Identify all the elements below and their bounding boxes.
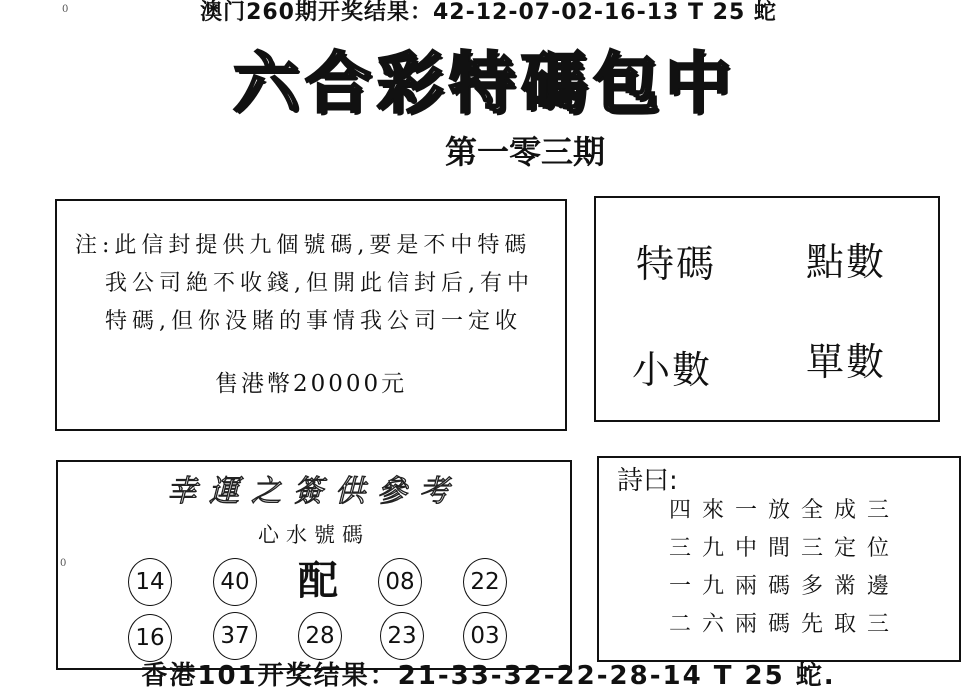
number-ball: 16 — [128, 614, 172, 662]
pair-character: 配 — [298, 557, 338, 604]
number-ball: 03 — [463, 612, 507, 660]
corner-mark: 0 — [60, 558, 67, 569]
note-price: 售港幣20000元 — [215, 371, 408, 397]
lucky-box — [56, 460, 572, 670]
number-ball: 08 — [378, 558, 422, 606]
number-ball: 22 — [463, 558, 507, 606]
lucky-title: 幸運之簽供參考 — [167, 474, 461, 509]
issue-number: 第一零三期 — [444, 133, 605, 171]
number-ball: 28 — [298, 612, 342, 660]
number-ball: 37 — [213, 612, 257, 660]
note-line: 特碼,但你没賭的事情我公司一定收 — [105, 309, 522, 334]
number-ball: 40 — [213, 558, 257, 606]
type-points: 點數 — [806, 240, 887, 284]
note-line: 注:此信封提供九個號碼,要是不中特碼 — [75, 233, 532, 258]
type-single: 單數 — [806, 340, 887, 384]
poem-line: 一九兩碼多黹邊 — [669, 574, 901, 599]
poem-line: 二六兩碼先取三 — [669, 612, 901, 637]
macau-result-header: 澳门260期开奖结果：42-12-07-02-16-13 T 25 蛇 — [200, 0, 777, 25]
number-ball: 14 — [128, 558, 172, 606]
type-small: 小數 — [632, 348, 713, 392]
poem-line: 三九中間三定位 — [669, 536, 901, 561]
corner-mark: 0 — [62, 4, 69, 15]
main-title: 六合彩特碼包中 — [233, 44, 737, 122]
type-special: 特碼 — [636, 242, 717, 286]
number-ball: 23 — [380, 612, 424, 660]
poem-box — [597, 456, 961, 662]
poem-title: 詩曰: — [617, 466, 678, 496]
poem-line: 四來一放全成三 — [669, 498, 901, 523]
types-box — [594, 196, 940, 422]
note-box — [55, 199, 567, 431]
note-line: 我公司絶不收錢,但開此信封后,有中 — [105, 271, 534, 296]
hongkong-result-footer: 香港101开奖结果：21-33-32-22-28-14 T 25 蛇. — [141, 661, 836, 691]
lucky-subtitle: 心水號碼 — [258, 523, 370, 547]
